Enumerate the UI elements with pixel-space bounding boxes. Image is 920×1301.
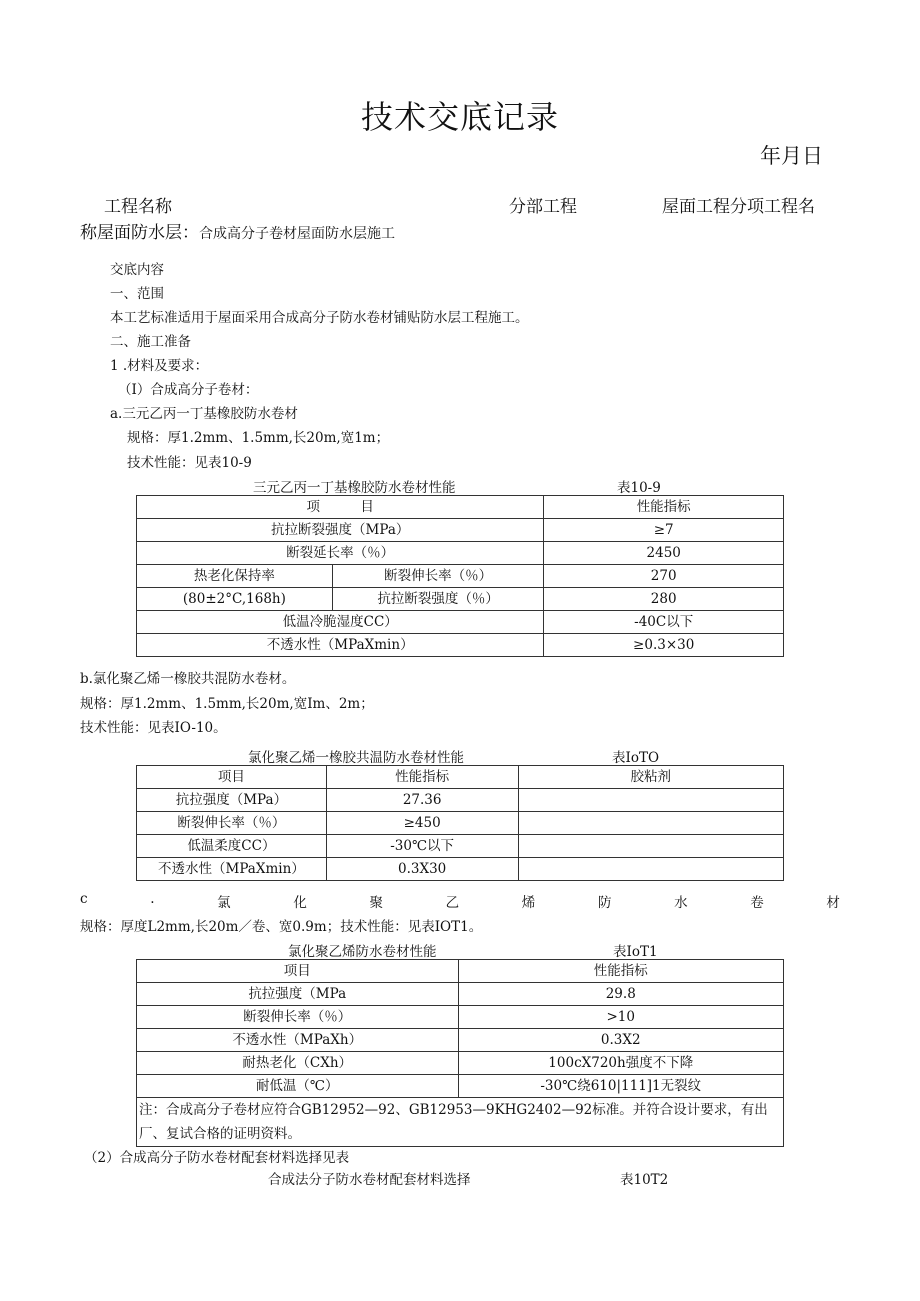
table-note-row bbox=[137, 1098, 784, 1147]
section-c-char: 卷 bbox=[750, 895, 764, 911]
table-cell: >10 bbox=[458, 1006, 784, 1029]
section-c-char: 烯 bbox=[521, 895, 536, 911]
table-cell bbox=[518, 812, 784, 835]
table-row bbox=[137, 542, 784, 565]
table4-caption: 合成法分子防水卷材配套材料选择 bbox=[268, 1172, 471, 1188]
table2-caption: 氯化聚乙烯一橡胶共温防水卷材性能 bbox=[248, 750, 464, 766]
body-line: （2）合成高分子防水卷材配套材料选择见表 bbox=[84, 1150, 350, 1166]
table-row bbox=[137, 588, 784, 611]
table-row bbox=[137, 983, 784, 1006]
table-row bbox=[137, 634, 784, 657]
table-cell: 280 bbox=[544, 588, 784, 611]
table-cell: 不透水性（MPaXh） bbox=[137, 1029, 459, 1052]
table-note-line: 厂、复试合格的证明资料。 bbox=[139, 1126, 301, 1142]
table-row bbox=[137, 611, 784, 634]
table-cell: 抗拉断裂强度（MPa） bbox=[137, 519, 544, 542]
item-name-value: 合成高分子卷材屋面防水层施工 bbox=[199, 226, 395, 242]
section-c-char: 聚 bbox=[369, 895, 383, 911]
section-c-char: 材 bbox=[826, 895, 840, 911]
table-row bbox=[137, 812, 784, 835]
body-line: 1 .材料及要求： bbox=[110, 358, 209, 374]
table-cell: 性能指标 bbox=[326, 766, 518, 789]
body-line: （I）合成高分子卷材： bbox=[118, 382, 259, 398]
table-cell bbox=[518, 835, 784, 858]
body-line: 交底内容 bbox=[110, 262, 164, 278]
table-cell: 270 bbox=[544, 565, 784, 588]
section-c-char: 水 bbox=[674, 895, 688, 911]
table1-number: 表10-9 bbox=[617, 480, 661, 496]
table-row bbox=[137, 766, 784, 789]
body-line: 本工艺标准适用于屋面采用合成高分子防水卷材铺贴防水层工程施工。 bbox=[110, 310, 529, 326]
body-line: 技术性能：见表10-9 bbox=[127, 455, 252, 471]
table-cell: 性能指标 bbox=[458, 960, 784, 983]
table-cell: 断裂延长率（％） bbox=[137, 542, 544, 565]
section-c-char: 乙 bbox=[445, 895, 460, 911]
table-cell: 项目 bbox=[137, 766, 327, 789]
table-cell: 27.36 bbox=[326, 789, 518, 812]
table1-caption: 三元乙丙一丁基橡胶防水卷材性能 bbox=[253, 480, 456, 496]
section-c-char: c bbox=[80, 891, 88, 907]
body-line: b.氯化聚乙烯一橡胶共混防水卷材。 bbox=[80, 671, 296, 687]
table2-number: 表IoTO bbox=[612, 750, 660, 766]
table-row bbox=[137, 1029, 784, 1052]
body-line: 规格：厚1.2mm、1.5mm,长20m,宽1m； bbox=[127, 430, 390, 446]
table-row bbox=[137, 1052, 784, 1075]
section-c-heading bbox=[80, 891, 840, 911]
table-cell: 抗拉强度（MPa bbox=[137, 983, 459, 1006]
table-row bbox=[137, 835, 784, 858]
body-line: a.三元乙丙一丁基橡胶防水卷材 bbox=[110, 406, 298, 422]
table-cell: 抗拉断裂强度（％） bbox=[332, 588, 544, 611]
table-cell: ≥450 bbox=[326, 812, 518, 835]
table-row bbox=[137, 565, 784, 588]
table-cell: ≥0.3×30 bbox=[544, 634, 784, 657]
table-row bbox=[137, 789, 784, 812]
division-value-item-label: 屋面工程分项工程名 bbox=[662, 197, 815, 217]
project-name-label: 工程名称 bbox=[104, 197, 172, 217]
table-cell: 项目 bbox=[137, 960, 459, 983]
body-line: 规格：厚度L2mm,长20m／卷、宽0.9m；技术性能：见表IOT1。 bbox=[80, 919, 483, 935]
table-row bbox=[137, 519, 784, 542]
section-c-char: 化 bbox=[293, 895, 307, 911]
table-row bbox=[137, 858, 784, 881]
table-cell bbox=[518, 858, 784, 881]
table-cell: 断裂伸长率（％） bbox=[137, 812, 327, 835]
body-line: 规格：厚1.2mm、1.5mm,长20m,宽Im、2m； bbox=[80, 696, 374, 712]
table-cell: 耐热老化（CXh） bbox=[137, 1052, 459, 1075]
table-cell: 断裂伸长率（％） bbox=[137, 1006, 459, 1029]
body-line: 二、施工准备 bbox=[110, 334, 191, 350]
table4-number: 表10T2 bbox=[620, 1172, 669, 1188]
table3-number: 表IoT1 bbox=[613, 944, 658, 960]
table-cell: 100cX720h强度不下降 bbox=[458, 1052, 784, 1075]
section-c-char: 氯 bbox=[217, 895, 231, 911]
table-row bbox=[137, 496, 784, 519]
table-row bbox=[137, 1006, 784, 1029]
table-cell: (80±2°C,168h) bbox=[137, 588, 333, 611]
table-cell: 低温冷脆湿度CC） bbox=[137, 611, 544, 634]
table-cell: 29.8 bbox=[458, 983, 784, 1006]
table-cell: -30℃以下 bbox=[326, 835, 518, 858]
table-cell: 0.3X30 bbox=[326, 858, 518, 881]
table-cell: 低温柔度CC） bbox=[137, 835, 327, 858]
table-cell: 0.3X2 bbox=[458, 1029, 784, 1052]
table-cell: ≥7 bbox=[544, 519, 784, 542]
table-cell: 不透水性（MPaXmin） bbox=[137, 634, 544, 657]
table3-caption: 氯化聚乙烯防水卷材性能 bbox=[288, 944, 437, 960]
table-cell: 项 目 bbox=[137, 496, 544, 519]
table2 bbox=[136, 765, 784, 881]
table-cell: 断裂伸长率（％） bbox=[332, 565, 544, 588]
section-c-char: 防 bbox=[597, 895, 612, 911]
table-note-line: 注：合成高分子卷材应符合GB12952—92、GB12953—9KHG2402—92标准。并符合设计要求，有出 bbox=[139, 1102, 768, 1118]
item-name-label: 称屋面防水层： bbox=[80, 223, 199, 243]
table3 bbox=[136, 959, 784, 1147]
table1 bbox=[136, 495, 784, 657]
table-cell: -30℃绕610|111]1无裂纹 bbox=[458, 1075, 784, 1098]
table-cell: 热老化保持率 bbox=[137, 565, 333, 588]
date-field: 年月日 bbox=[760, 144, 823, 168]
table-cell bbox=[518, 789, 784, 812]
page-title: 技术交底记录 bbox=[360, 98, 559, 136]
body-line: 一、范围 bbox=[110, 286, 164, 302]
table-cell: 抗拉强度（MPa） bbox=[137, 789, 327, 812]
table-cell: 胶粘剂 bbox=[518, 766, 784, 789]
table-row bbox=[137, 1075, 784, 1098]
table-cell: 2450 bbox=[544, 542, 784, 565]
item-name-line bbox=[80, 218, 395, 243]
table-cell: 耐低温（℃） bbox=[137, 1075, 459, 1098]
table-note bbox=[137, 1098, 784, 1147]
section-c-char: . bbox=[150, 891, 155, 907]
table-cell: 性能指标 bbox=[544, 496, 784, 519]
table-cell: 不透水性（MPaXmin） bbox=[137, 858, 327, 881]
division-label: 分部工程 bbox=[509, 197, 577, 217]
body-line: 技术性能：见表IO-10。 bbox=[80, 720, 227, 736]
table-cell: -40C以下 bbox=[544, 611, 784, 634]
table-row bbox=[137, 960, 784, 983]
